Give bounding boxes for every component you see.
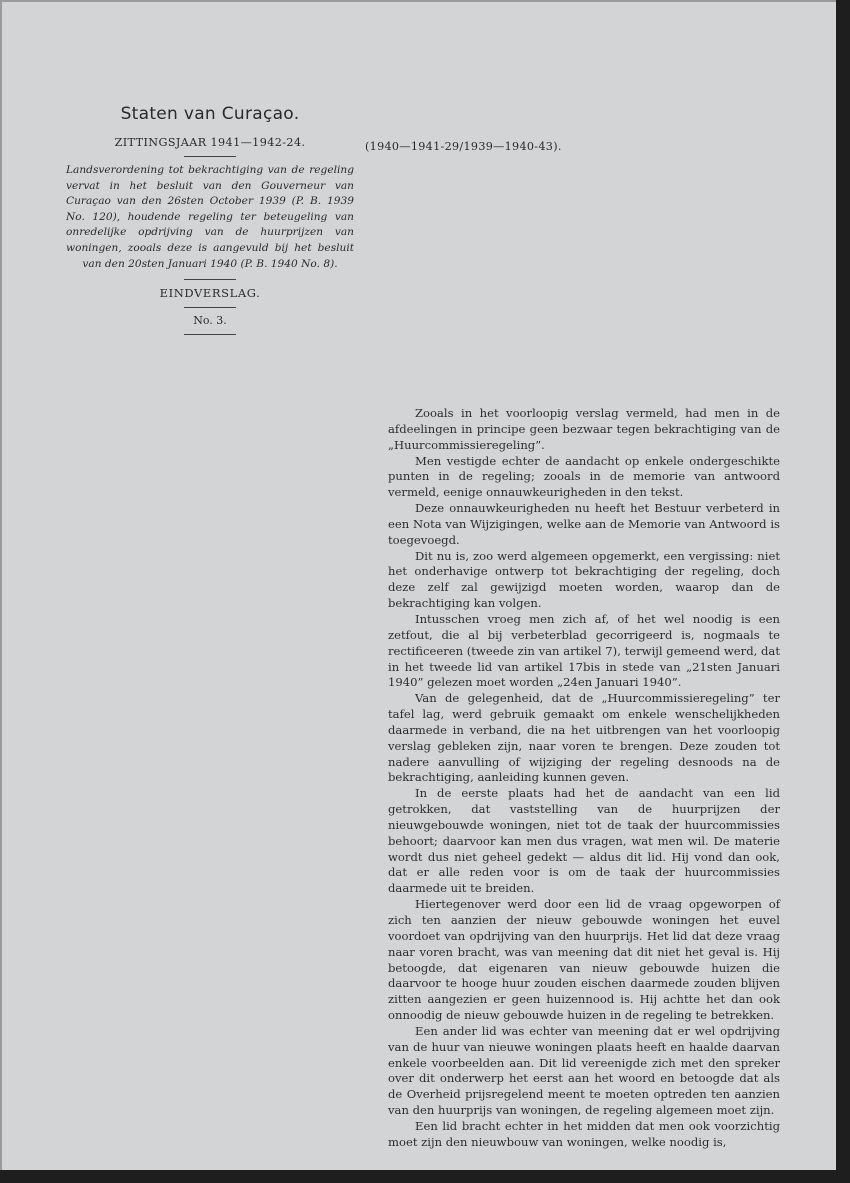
paragraph: Hiertegenover werd door een lid de vraag opgeworpen of zich ten aanzien der nieuw gebouwde woningen het euvel voordoet van opdrijving van den huurprijs. Het lid dat deze vraag naar voren bracht, was van meening dat dit niet het geval is. Hij betoogde, dat eigenaren van nieuw gebouwde huizen die daarvoor te hooge huur zouden eischen daarmede zouden blijven zitten aangezien er geen huizennood is. Hij achtte het dan ook onnoodig de nieuw gebouwde huizen in de regeling te betrekken. <box>388 897 780 1023</box>
scan-border-bottom <box>0 1170 850 1183</box>
reference-number: (1940—1941-29/1939—1940-43). <box>365 140 562 153</box>
session-year: ZITTINGSJAAR 1941—1942-24. <box>114 136 306 149</box>
document-header <box>60 104 360 341</box>
document-title: Staten van Curaçao. <box>120 104 300 124</box>
divider <box>184 279 236 280</box>
divider <box>184 334 236 335</box>
divider <box>184 156 236 157</box>
paragraph: Men vestigde echter de aandacht op enkele ondergeschikte punten in de regeling; zooals in de memorie van antwoord vermeld, eenige onnauwkeurigheden in den tekst. <box>388 453 780 500</box>
paragraph: In de eerste plaats had het de aandacht van een lid getrokken, dat vaststelling van de huurprijzen der nieuwgebouwde woningen, niet tot de taak der huurcommissies behoort; daarvoor kan men dus vragen, wat men wil. De materie wordt dus niet geheel gedekt — aldus dit lid. Hij vond dan ook, dat er alle reden voor is om de taak der huurcommissies daarmede uit te breiden. <box>388 786 780 896</box>
paragraph: Een ander lid was echter van meening dat er wel opdrijving van de huur van nieuwe woningen plaats heeft en haalde daarvan enkele voorbeelden aan. Dit lid vereenigde zich met den spreker over dit onderwerp het eerst aan het woord en betoogde dat als de Overheid prijsregelend meent te moeten optreden ten aanzien van den huurprijs van woningen, de regeling algemeen moet zijn. <box>388 1023 780 1118</box>
scan-border-right <box>836 0 850 1183</box>
paragraph: Deze onnauwkeurigheden nu heeft het Bestuur verbeterd in een Nota van Wijzigingen, welke aan de Memorie van Antwoord is toegevoegd. <box>388 501 780 547</box>
report-number: No. 3. <box>193 314 227 328</box>
divider <box>184 307 236 308</box>
paragraph: Zooals in het voorloopig verslag vermeld, had men in de afdeelingen in principe geen bezwaar tegen bekrachtiging van de „Huurcommissieregeling”. <box>388 406 780 452</box>
paragraph: Van de gelegenheid, dat de „Huurcommissieregeling” ter tafel lag, werd gebruik gemaakt om enkele wenschelijkheden daarmede in verband, die na het uitbrengen van het voorloopig verslag gebleken zijn, naar voren te brengen. Deze zouden tot nadere aanvulling of wijziging der regeling desnoods na de bekrachtiging, aanleiding kunnen geven. <box>388 691 780 785</box>
ordinance-subject: Landsverordening tot bekrachtiging van de regeling vervat in het besluit van den Gouverneur van Curaçao van den 26sten October 1939 (P. B. 1939 No. 120), houdende regeling ter beteugeling van onredelijke opdrijving van de huurprijzen van woningen, zooals deze is aangevuld bij het besluit van den 20sten Januari 1940 (P. B. 1940 No. 8). <box>66 164 354 270</box>
report-body <box>388 406 780 1151</box>
paragraph: Een lid bracht echter in het midden dat men ook voorzichtig moet zijn den nieuwbouw van woningen, welke noodig is, <box>388 1118 780 1149</box>
paragraph: Intusschen vroeg men zich af, of het wel noodig is een zetfout, die al bij verbeterblad gecorrigeerd is, nogmaals te rectificeeren (tweede zin van artikel 7), terwijl gemeend werd, dat in het tweede lid van artikel 17bis in stede van „21sten Januari 1940” gelezen moet worden „24en Januari 1940”. <box>388 611 780 690</box>
report-type: EINDVERSLAG. <box>159 286 261 301</box>
paragraph: Dit nu is, zoo werd algemeen opgemerkt, een vergissing: niet het onderhavige ontwerp tot bekrachtiging der regeling, doch deze zelf zal gewijzigd moeten worden, waarop dan de bekrachtiging kan volgen. <box>388 548 780 611</box>
